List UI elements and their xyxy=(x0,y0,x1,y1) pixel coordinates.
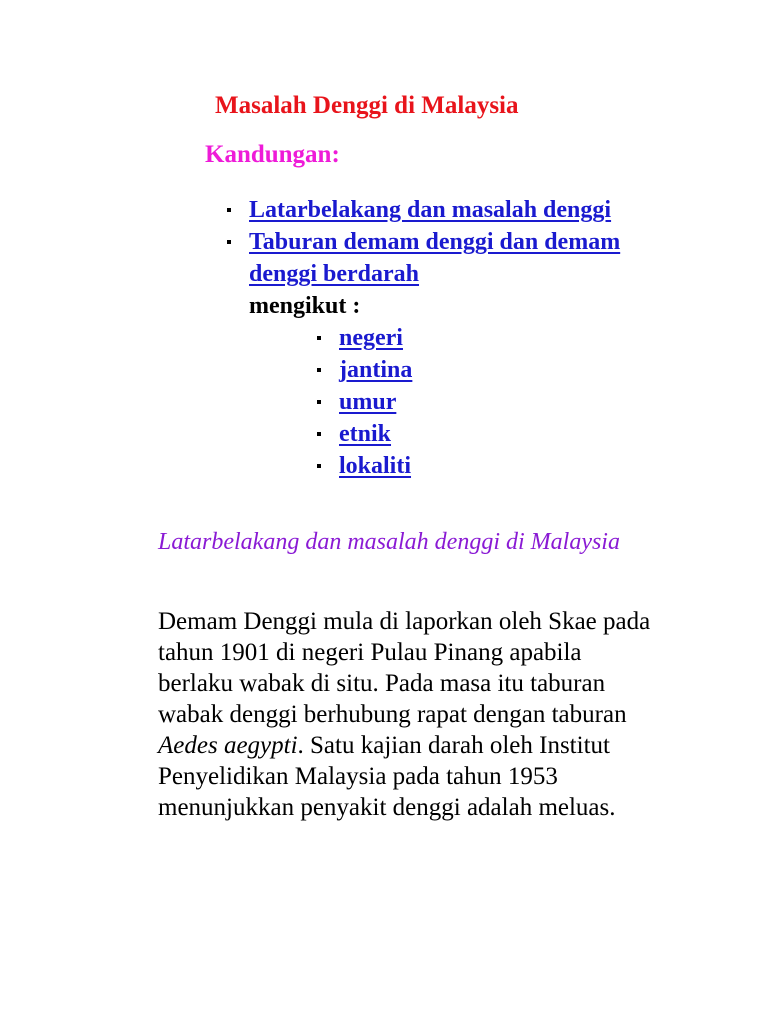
bullet-icon xyxy=(227,208,231,212)
sub-item-age xyxy=(249,386,643,418)
sub-contents-list xyxy=(249,322,643,482)
bullet-icon xyxy=(227,240,231,244)
link-ethnicity[interactable]: etnik xyxy=(339,421,392,447)
contents-list xyxy=(223,194,643,482)
by-label: mengikut : xyxy=(249,293,361,319)
contents-heading: Kandungan: xyxy=(205,141,340,168)
link-state[interactable]: negeri xyxy=(339,325,403,351)
bullet-icon xyxy=(317,464,321,468)
bullet-icon xyxy=(317,432,321,436)
sub-item-state xyxy=(249,322,643,354)
link-locality[interactable]: lokaliti xyxy=(339,453,412,479)
page-title: Masalah Denggi di Malaysia xyxy=(215,92,519,119)
link-distribution[interactable]: Taburan demam denggi dan demam denggi berdarah xyxy=(249,229,621,287)
contents-item-background xyxy=(223,194,643,226)
sub-item-gender xyxy=(249,354,643,386)
body-paragraph xyxy=(158,606,658,823)
paragraph-text-part1: Demam Denggi mula di laporkan oleh Skae pada tahun 1901 di negeri Pulau Pinang apabila berlaku wabak di situ. Pada masa itu taburan wabak denggi berhubung rapat dengan taburan xyxy=(158,608,651,728)
paragraph-text-part2: . Satu kajian darah oleh Institut Penyelidikan Malaysia pada tahun 1953 menunjukkan penyakit denggi adalah meluas. xyxy=(158,732,616,821)
bullet-icon xyxy=(317,336,321,340)
contents-item-distribution xyxy=(223,226,643,482)
link-gender[interactable]: jantina xyxy=(339,357,413,383)
section-heading: Latarbelakang dan masalah denggi di Malaysia xyxy=(158,529,620,555)
bullet-icon xyxy=(317,368,321,372)
sub-item-locality xyxy=(249,450,643,482)
bullet-icon xyxy=(317,400,321,404)
sub-item-ethnicity xyxy=(249,418,643,450)
link-background[interactable]: Latarbelakang dan masalah denggi xyxy=(249,197,612,223)
species-name: Aedes aegypti xyxy=(158,732,298,759)
link-age[interactable]: umur xyxy=(339,389,397,415)
